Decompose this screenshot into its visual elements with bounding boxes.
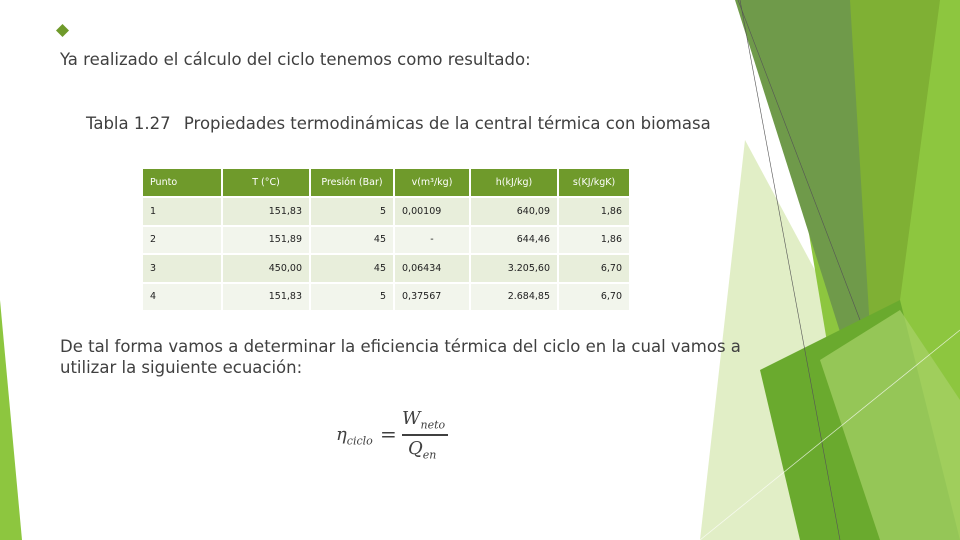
- cell-punto: 4: [142, 283, 222, 312]
- cell-punto: 2: [142, 226, 222, 255]
- table-row: [142, 197, 630, 226]
- cell-enthalpy: 644,46: [470, 226, 558, 255]
- cell-pressure: 5: [310, 197, 394, 226]
- table-caption-text: Propiedades termodinámicas de la central térmica con biomasa: [183, 114, 711, 133]
- left-green-sliver: [0, 300, 22, 540]
- cell-punto: 1: [142, 197, 222, 226]
- cell-specific-volume: 0,37567: [394, 283, 470, 312]
- header-enthalpy: h(kJ/kg): [470, 168, 558, 197]
- formula-lhs: [336, 424, 373, 448]
- cell-enthalpy: 3.205,60: [470, 254, 558, 283]
- cell-entropy: 1,86: [558, 226, 630, 255]
- table-row: [142, 254, 630, 283]
- cell-pressure: 5: [310, 283, 394, 312]
- cell-temperature: 151,89: [222, 226, 310, 255]
- cell-pressure: 45: [310, 226, 394, 255]
- table-header-row: [142, 168, 630, 197]
- intro-text: Ya realizado el cálculo del ciclo tenemos como resultado:: [60, 50, 531, 69]
- cell-punto: 3: [142, 254, 222, 283]
- header-entropy: s(KJ/kgK): [558, 168, 630, 197]
- diamond-bullet-icon: [56, 24, 69, 37]
- formula-w-subscript: neto: [420, 418, 446, 432]
- cell-enthalpy: 2.684,85: [470, 283, 558, 312]
- cell-enthalpy: 640,09: [470, 197, 558, 226]
- explanation-paragraph: De tal forma vamos a determinar la eficiencia térmica del ciclo en la cual vamos a utilizar la siguiente ecuación:: [60, 337, 741, 377]
- formula-denominator: [408, 438, 436, 462]
- formula-q-subscript: en: [422, 448, 437, 462]
- header-pressure: Presión (Bar): [310, 168, 394, 197]
- efficiency-formula: [336, 408, 456, 464]
- formula-eta-subscript: ciclo: [346, 434, 373, 448]
- header-temperature: T (°C): [222, 168, 310, 197]
- table-caption: [86, 114, 711, 133]
- cell-temperature: 151,83: [222, 197, 310, 226]
- cell-temperature: 151,83: [222, 283, 310, 312]
- formula-equals: =: [380, 422, 397, 446]
- formula-q-symbol: Q: [408, 438, 423, 459]
- formula-numerator: [402, 408, 445, 432]
- cell-specific-volume: -: [394, 226, 470, 255]
- cell-temperature: 450,00: [222, 254, 310, 283]
- header-specific-volume: v(m³/kg): [394, 168, 470, 197]
- cell-entropy: 6,70: [558, 254, 630, 283]
- table-row: [142, 226, 630, 255]
- formula-fraction-bar: [402, 434, 448, 436]
- header-punto: Punto: [142, 168, 222, 197]
- cell-specific-volume: 0,00109: [394, 197, 470, 226]
- cell-specific-volume: 0,06434: [394, 254, 470, 283]
- cell-pressure: 45: [310, 254, 394, 283]
- table-caption-number: Tabla 1.27: [86, 114, 171, 133]
- formula-w-symbol: W: [402, 408, 421, 429]
- table-row: [142, 283, 630, 312]
- cell-entropy: 1,86: [558, 197, 630, 226]
- properties-table: [141, 167, 631, 312]
- formula-eta-symbol: η: [336, 424, 347, 445]
- cell-entropy: 6,70: [558, 283, 630, 312]
